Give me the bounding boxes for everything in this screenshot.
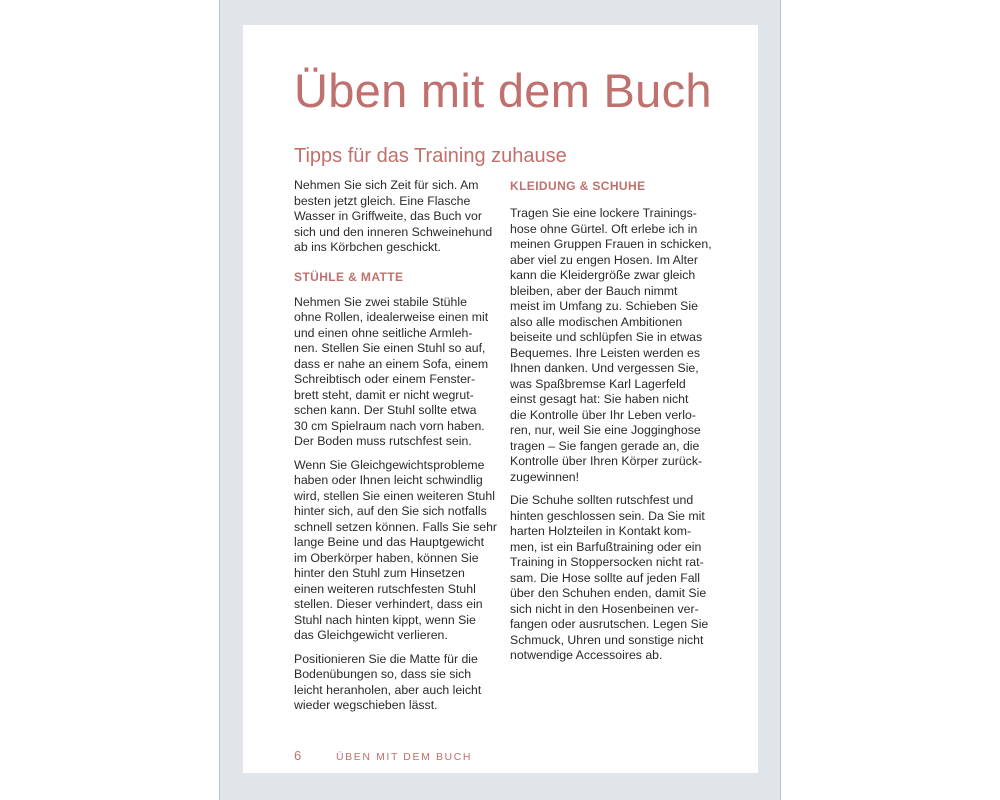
page-frame bbox=[219, 0, 781, 800]
left-column bbox=[294, 178, 499, 722]
mat-paragraph: Positionieren Sie die Matte für die Bodenübungen so, dass sie sich leicht heranholen, aber auch leicht wieder wegschieben lässt. bbox=[294, 651, 482, 712]
section-heading-chairs-mat: STÜHLE & MATTE bbox=[294, 269, 404, 284]
shoes-paragraph: Die Schuhe sollten rutschfest und hinten geschlossen sein. Da Sie mit harten Holzteilen in Kontakt kom- men, ist ein Barfußtraining oder ein Training in Stoppersocken nicht rat- sam. Die Hose sollte auf jeden Fall über den Schuhen enden, damit Sie sich nicht in den Hosenbeinen ver- fangen oder ausrutschen. Legen Sie Schmuck, Uhren und sonstige nicht notwendige Accessoires ab. bbox=[510, 493, 709, 662]
page-title: Üben mit dem Buch bbox=[294, 64, 712, 117]
right-column bbox=[510, 178, 715, 672]
page-subtitle: Tipps für das Training zuhause bbox=[294, 145, 567, 167]
chairs-paragraph-1: Nehmen Sie zwei stabile Stühle ohne Rollen, idealerweise einen mit und einen ohne seitliche Armleh- nen. Stellen Sie einen Stuhl so auf, dass er nahe an einem Sofa, einem Schreibtisch oder einem Fenster- brett steht, damit er nicht wegrut- schen kann. Der Stuhl sollte etwa 30 cm Spielraum nach vorn haben. Der Boden muss rutschfest sein. bbox=[294, 294, 489, 448]
section-heading-clothing-shoes: KLEIDUNG & SCHUHE bbox=[510, 179, 646, 193]
clothing-paragraph: Tragen Sie eine lockere Trainings- hose ohne Gürtel. Oft erlebe ich in meinen Gruppen Frauen in schicken, aber viel zu engen Hosen. Im Alter kann die Kleidergröße zwar gleich bleiben, aber der Bauch nimmt meist im Umfang zu. Schieben Sie also alle modischen Ambitionen beiseite und schlüpfen Sie in etwas Bequemes. Ihre Leisten werden es Ihnen danken. Und vergessen Sie, was Spaßbremse Karl Lagerfeld einst gesagt hat: Sie haben nicht die Kontrolle über Ihr Leben verlo- ren, nur, weil Sie eine Jogginghose tragen – Sie fangen gerade an, die Kontrolle über Ihren Körper zurück- zugewinnen! bbox=[510, 206, 712, 484]
running-title: ÜBEN MIT DEM BUCH bbox=[336, 751, 473, 763]
page-number: 6 bbox=[294, 748, 302, 763]
intro-paragraph: Nehmen Sie sich Zeit für sich. Am besten jetzt gleich. Eine Flasche Wasser in Griffweite, das Buch vor sich und den inneren Schweinehund ab ins Körbchen geschickt. bbox=[294, 178, 493, 254]
page-footer bbox=[294, 748, 472, 763]
book-page bbox=[243, 25, 758, 773]
chairs-paragraph-2: Wenn Sie Gleichgewichtsprobleme haben oder Ihnen leicht schwindlig wird, stellen Sie einen weiteren Stuhl hinter sich, auf den Sie sich notfalls schnell setzen können. Falls Sie sehr lange Beine und das Hauptgewicht im Oberkörper haben, können Sie hinter den Stuhl zum Hinsetzen einen weiteren rutschfesten Stuhl stellen. Dieser verhindert, dass ein Stuhl nach hinten kippt, wenn Sie das Gleichgewicht verlieren. bbox=[294, 457, 498, 642]
